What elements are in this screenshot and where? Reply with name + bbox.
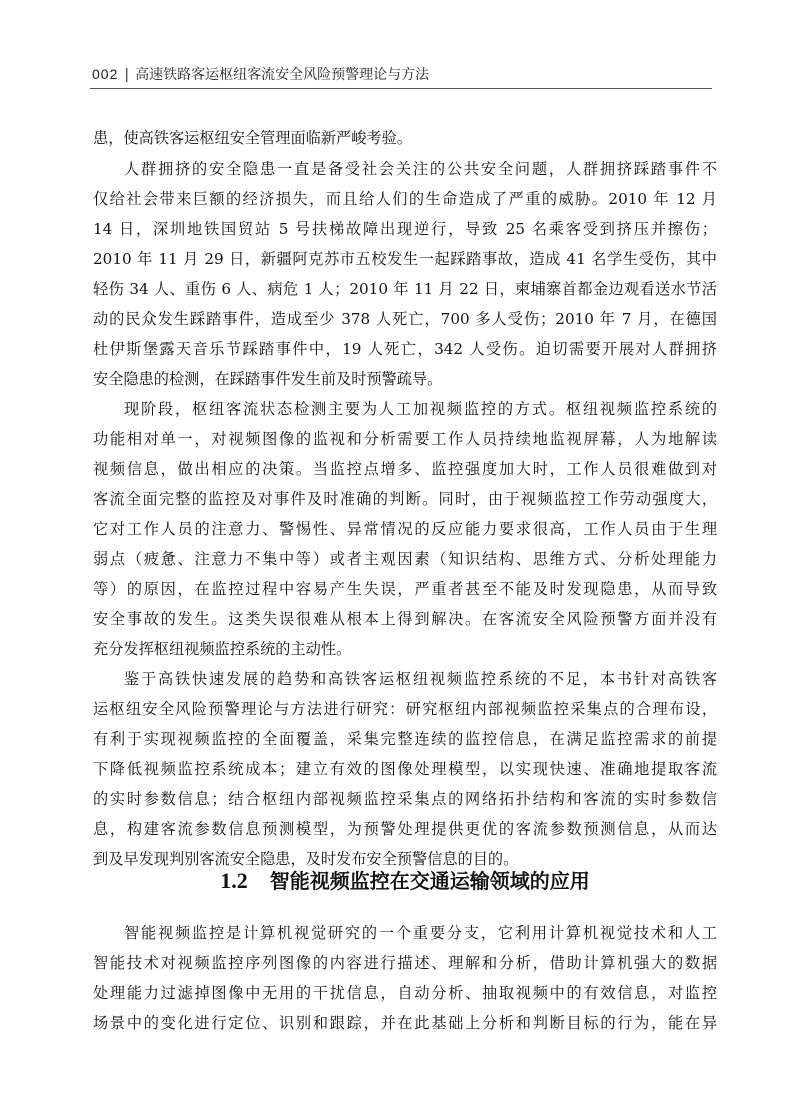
paragraph-line: 智能视频监控是计算机视觉研究的一个重要分支，它利用计算机视觉技术和人工 [124,924,717,942]
paragraph-line: 客流全面完整的监控及对事件及时准确的判断。同时，由于视频监控工作劳动强度大， [93,490,717,508]
running-header [92,64,712,86]
paragraph-line: 现阶段，枢纽客流状态检测主要为人工加视频监控的方式。枢纽视频监控系统的 [124,400,717,418]
section-heading [93,865,717,897]
header-separator: | [124,67,130,83]
paragraph-line: 智能技术对视频监控序列图像的内容进行描述、理解和分析，借助计算机强大的数据 [93,954,717,972]
paragraph-line: 它对工作人员的注意力、警惕性、异常情况的反应能力要求很高，工作人员由于生理 [93,520,717,538]
paragraph-line: 场景中的变化进行定位、识别和跟踪，并在此基础上分析和判断目标的行为，能在异 [93,1014,717,1032]
page-number: 002 [92,66,119,82]
paragraph-line: 处理能力过滤掉图像中无用的干扰信息，自动分析、抽取视频中的有效信息，对监控 [93,984,717,1002]
paragraph-line: 动的民众发生踩踏事件，造成至少 378 人死亡，700 多人受伤；2010 年 7 月，在德国 [93,310,717,328]
paragraph-line: 的实时参数信息；结合枢纽内部视频监控采集点的网络拓扑结构和客流的实时参数信 [93,790,717,808]
paragraph-line: 息，构建客流参数信息预测模型，为预警处理提供更优的客流参数预测信息，从而达 [93,820,717,838]
paragraph-line: 安全隐患的检测，在踩踏事件发生前及时预警疏导。 [93,370,443,388]
paragraph-line: 2010 年 11 月 29 日，新疆阿克苏市五校发生一起踩踏事故，造成 41 名学生受伤，其中 [93,250,717,268]
section-title: 智能视频监控在交通运输领域的应用 [269,869,590,893]
paragraph-line: 弱点（疲惫、注意力不集中等）或者主观因素（知识结构、思维方式、分析处理能力 [93,550,717,568]
paragraph-line: 有利于实现视频监控的全面覆盖，采集完整连续的监控信息，在满足监控需求的前提 [93,730,717,748]
paragraph-line: 充分发挥枢纽视频监控系统的主动性。 [93,640,352,658]
paragraph-line: 仅给社会带来巨额的经济损失，而且给人们的生命造成了严重的威胁。2010 年 12 月 [93,190,717,208]
paragraph-line: 到及早发现判别客流安全隐患，及时发布安全预警信息的目的。 [93,850,519,868]
paragraph-line: 运枢纽安全风险预警理论与方法进行研究：研究枢纽内部视频监控采集点的合理布设， [93,700,717,718]
paragraph-line: 安全事故的发生。这类失误很难从根本上得到解决。在客流安全风险预警方面并没有 [93,610,717,628]
paragraph-line: 功能相对单一，对视频图像的监视和分析需要工作人员持续地监视屏幕，人为地解读 [93,430,717,448]
book-title: 高速铁路客运枢纽客流安全风险预警理论与方法 [135,67,430,83]
paragraph-line: 视频信息，做出相应的决策。当监控点增多、监控强度加大时，工作人员很难做到对 [93,460,717,478]
paragraph-line: 患，使高铁客运枢纽安全管理面临新严峻考验。 [93,129,412,147]
paragraph-line: 等）的原因，在监控过程中容易产生失误，严重者甚至不能及时发现隐患，从而导致 [93,580,717,598]
paragraph-line: 杜伊斯堡露天音乐节踩踏事件中，19 人死亡，342 人受伤。迫切需要开展对人群拥挤 [93,340,717,358]
paragraph-line: 下降低视频监控系统成本；建立有效的图像处理模型，以实现快速、准确地提取客流 [93,760,717,778]
paragraph-line: 14 日，深圳地铁国贸站 5 号扶梯故障出现逆行，导致 25 名乘客受到挤压并擦伤； [93,220,717,238]
paragraph-line: 人群拥挤的安全隐患一直是备受社会关注的公共安全问题，人群拥挤踩踏事件不 [124,160,717,178]
section-number: 1.2 [220,868,248,893]
paragraph-line: 轻伤 34 人、重伤 6 人、病危 1 人；2010 年 11 月 22 日，柬埔寨首都金边观看送水节活 [93,280,717,298]
header-rule [90,88,712,89]
paragraph-line: 鉴于高铁快速发展的趋势和高铁客运枢纽视频监控系统的不足，本书针对高铁客 [124,670,717,688]
